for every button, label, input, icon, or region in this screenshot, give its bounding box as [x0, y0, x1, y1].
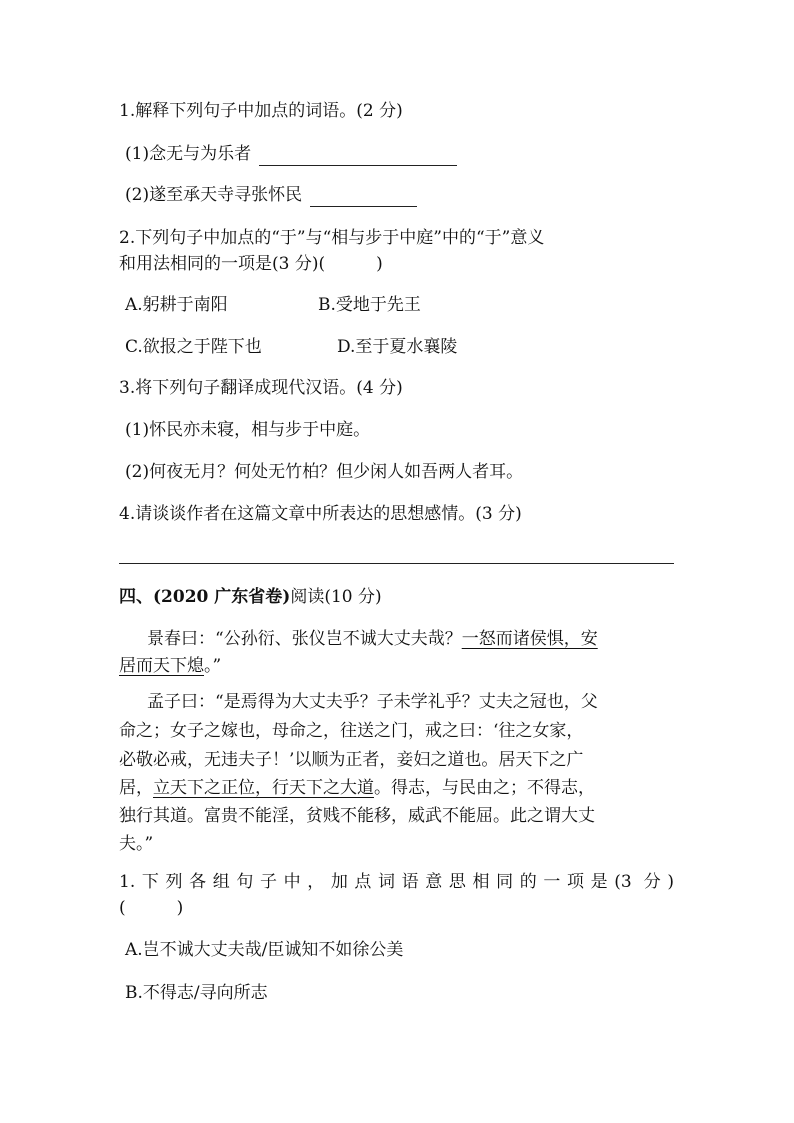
- passage-para2-line1: 孟子曰：“是焉得为大丈夫乎？子未学礼乎？丈夫之冠也，父: [147, 692, 598, 712]
- q2-option-a: A.躬耕于南阳: [125, 295, 228, 315]
- q2-option-d: D.至于夏水襄陵: [337, 337, 458, 357]
- passage-underlined-text: 居而天下熄: [119, 656, 204, 676]
- q4-prompt: 4.请谈谈作者在这篇文章中所表达的思想感情。(3 分): [119, 504, 522, 524]
- s4-q1-prompt-line2: ( ): [119, 898, 184, 918]
- passage-para2-line2: 命之；女子之嫁也，母命之，往送之门，戒之曰：‘往之女家，: [119, 721, 584, 741]
- q1-item-1-text: (1)念无与为乐者: [125, 144, 252, 164]
- passage-para2-line3: 必敬必戒，无违夫子！’以顺为正者，妾妇之道也。居天下之广: [119, 750, 584, 770]
- q3-item-2: (2)何夜无月？何处无竹柏？但少闲人如吾两人者耳。: [125, 462, 524, 482]
- passage-text: 景春曰：“公孙衍、张仪岂不诚大丈夫哉？: [147, 629, 462, 649]
- q2-option-c: C.欲报之于陛下也: [125, 337, 262, 357]
- q3-prompt: 3.将下列句子翻译成现代汉语。(4 分): [119, 378, 403, 398]
- q1-item-2-text: (2)遂至承天寺寻张怀民: [125, 185, 303, 205]
- q1-prompt: 1.解释下列句子中加点的词语。(2 分): [119, 101, 403, 121]
- s4-q1-option-a: A.岂不诚大丈夫哉/臣诚知不如徐公美: [125, 940, 404, 960]
- passage-para2-line5: 独行其道。富贵不能淫，贫贱不能移，威武不能屈。此之谓大丈: [119, 806, 595, 826]
- passage-para2-line4: [119, 776, 595, 800]
- q1-item-1: [125, 142, 457, 166]
- q2-option-b: B.受地于先王: [318, 295, 421, 315]
- passage-text: 居，: [119, 778, 153, 798]
- passage-text: 。得志，与民由之；不得志，: [374, 778, 595, 798]
- section-heading-bold: 四、(2020 广东省卷): [119, 587, 291, 607]
- section-heading: [119, 585, 382, 609]
- answer-line: [119, 563, 674, 564]
- passage-underlined-text: 一怒而诸侯惧，安: [461, 629, 598, 649]
- passage-underlined-text: 立天下之正位，行天下之大道: [153, 778, 374, 798]
- passage-para1-line1: [147, 627, 598, 651]
- passage-para2-line6: 夫。”: [119, 834, 154, 854]
- section-heading-rest: 阅读(10 分): [290, 587, 382, 607]
- q3-item-1: (1)怀民亦未寝，相与步于中庭。: [125, 420, 371, 440]
- s4-q1-option-b: B.不得志/寻向所志: [125, 983, 268, 1003]
- passage-para1-line2: [119, 654, 221, 678]
- answer-blank[interactable]: [259, 147, 457, 166]
- q2-prompt-line2: 和用法相同的一项是(3 分)( ): [119, 254, 383, 274]
- s4-q1-prompt-line1: 1.下列各组句子中，加点词语意思相同的一项是(3 分): [119, 872, 674, 892]
- q2-prompt-line1: 2.下列句子中加点的“于”与“相与步于中庭”中的“于”意义: [119, 228, 545, 248]
- q1-item-2: [125, 183, 417, 207]
- answer-blank[interactable]: [310, 188, 417, 207]
- passage-text: 。”: [204, 656, 222, 676]
